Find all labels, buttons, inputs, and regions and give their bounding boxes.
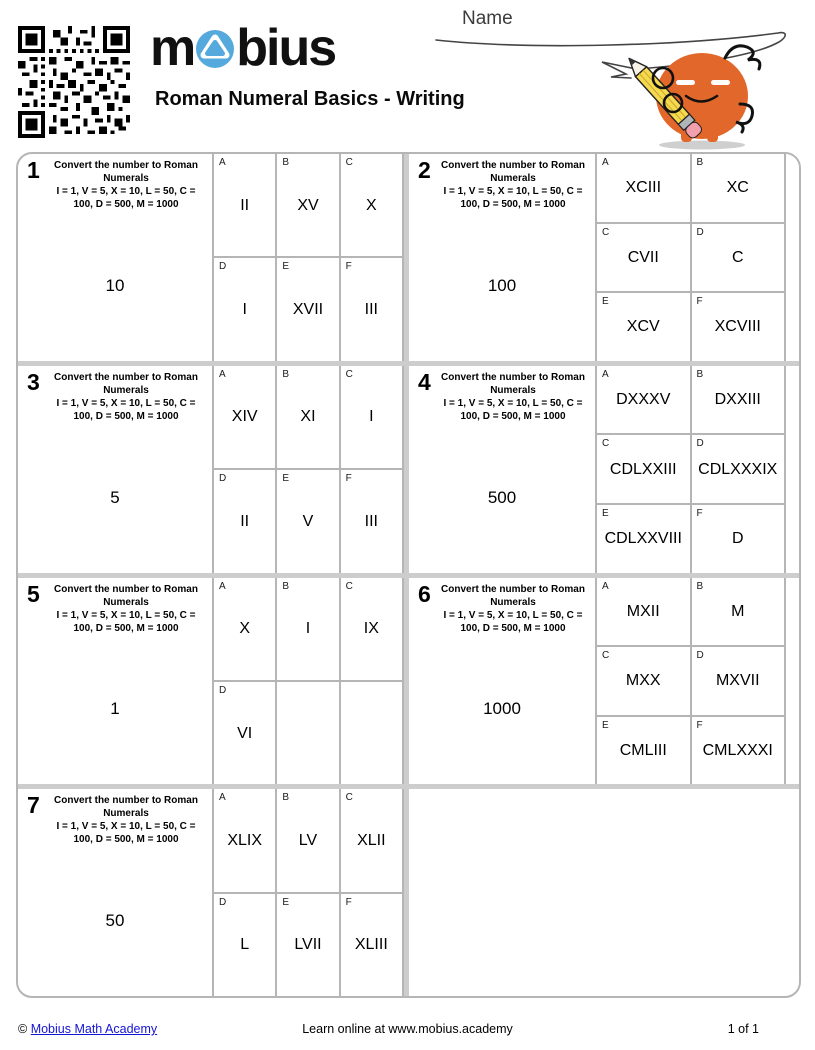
problem-1-choice-b[interactable] xyxy=(277,154,338,256)
choice-text: XCVIII xyxy=(714,318,761,336)
problem-value: 10 xyxy=(105,275,125,295)
problem-5-choice-d[interactable] xyxy=(214,682,275,784)
choice-label: B xyxy=(696,157,704,168)
choice-label: B xyxy=(696,580,704,592)
choice-label: C xyxy=(345,368,353,380)
problem-number: 4 xyxy=(418,368,431,395)
choice-text: I xyxy=(305,620,311,638)
logo-text-post: bius xyxy=(236,19,336,77)
logo-swirl-icon xyxy=(195,29,235,69)
choice-label: F xyxy=(345,261,352,273)
logo-text-pre: m xyxy=(150,19,195,77)
choice-label: C xyxy=(345,580,353,592)
problem-5 xyxy=(18,578,404,785)
problem-3-choice-a[interactable] xyxy=(214,366,275,468)
problem-7-choice-c[interactable] xyxy=(341,789,402,891)
choice-label: D xyxy=(219,684,227,696)
problem-2-question xyxy=(409,154,595,361)
problem-1 xyxy=(18,154,404,361)
problem-prompt: Convert the number to Roman Numerals xyxy=(441,160,585,184)
mobius-logo xyxy=(150,18,335,78)
choice-text: DXXIII xyxy=(714,391,761,409)
problem-2-choice-e[interactable] xyxy=(597,293,690,361)
choice-text: V xyxy=(302,512,314,530)
footer-tagline: Learn online at www.mobius.academy xyxy=(302,1022,513,1036)
problem-7-choice-a[interactable] xyxy=(214,789,275,891)
problem-3-choice-f[interactable] xyxy=(341,470,402,572)
problem-5-empty-cell xyxy=(341,682,402,784)
choice-label: C xyxy=(602,226,610,238)
choice-label: B xyxy=(282,368,289,380)
choice-label: C xyxy=(345,792,353,804)
problem-number: 1 xyxy=(27,157,40,183)
choice-text: III xyxy=(364,512,378,530)
problem-4-choice-d[interactable] xyxy=(692,435,785,503)
problem-prompt: Convert the number to Roman Numerals xyxy=(54,160,198,184)
problem-number: 7 xyxy=(27,792,40,819)
choice-text: MXII xyxy=(626,602,660,620)
problem-2-choice-b[interactable] xyxy=(692,154,785,222)
choice-text: MXVII xyxy=(715,672,760,690)
problem-4-choice-f[interactable] xyxy=(692,505,785,573)
choice-label: D xyxy=(219,896,227,908)
right-margin-spacer xyxy=(786,154,799,361)
choice-label: A xyxy=(602,157,609,168)
problem-6 xyxy=(409,578,799,785)
problem-7-choices xyxy=(212,789,404,996)
problems-grid xyxy=(16,152,801,998)
choice-label: F xyxy=(345,473,352,485)
choice-text: XVII xyxy=(292,301,324,319)
problem-1-choice-e[interactable] xyxy=(277,258,338,360)
problem-prompt: Convert the number to Roman Numerals xyxy=(54,795,198,820)
problem-5-question xyxy=(18,578,212,785)
problem-value: 5 xyxy=(110,487,120,507)
choice-text: VI xyxy=(237,724,253,742)
problem-instructions xyxy=(409,159,595,211)
problem-2-choice-a[interactable] xyxy=(597,154,690,222)
problem-7-choice-d[interactable] xyxy=(214,894,275,996)
choice-label: B xyxy=(282,792,289,804)
problem-1-choice-d[interactable] xyxy=(214,258,275,360)
choice-text: MXX xyxy=(625,672,661,690)
choice-label: F xyxy=(696,719,703,731)
choice-label: A xyxy=(602,580,609,592)
choice-text: M xyxy=(731,602,745,620)
choice-text: LV xyxy=(298,831,318,849)
problem-value: 1000 xyxy=(483,699,521,719)
choice-label: F xyxy=(696,296,703,308)
problem-1-choices xyxy=(212,154,404,361)
problem-value: 500 xyxy=(487,487,517,507)
problem-7-choice-f[interactable] xyxy=(341,894,402,996)
page-title: Roman Numeral Basics - Writing xyxy=(155,88,465,110)
empty-grid-cell xyxy=(409,789,799,996)
choice-text: XIV xyxy=(231,408,258,426)
mascot-and-name-line xyxy=(430,6,808,152)
problem-4-choices xyxy=(595,366,786,573)
problem-instructions xyxy=(18,159,212,211)
choice-text: X xyxy=(365,196,377,214)
choice-label: D xyxy=(696,438,704,450)
choice-text: CVII xyxy=(627,248,659,266)
problem-hint: I = 1, V = 5, X = 10, L = 50, C = 100, D = 500, M = 1000 xyxy=(56,821,196,846)
choice-label: A xyxy=(219,157,226,168)
choice-label: F xyxy=(696,507,703,519)
choice-label: C xyxy=(345,157,353,168)
problem-4 xyxy=(409,366,799,573)
choice-text: X xyxy=(239,620,250,638)
problem-5-choices xyxy=(212,578,404,785)
problem-6-choice-d[interactable] xyxy=(692,647,785,715)
problem-2-choices xyxy=(595,154,786,361)
choice-text: III xyxy=(364,301,378,319)
choice-label: F xyxy=(345,896,352,908)
problem-3-choices xyxy=(212,366,404,573)
choice-text: CDLXXVIII xyxy=(604,530,682,548)
choice-text: II xyxy=(240,512,250,530)
problem-number: 3 xyxy=(27,368,40,395)
choice-text: LVII xyxy=(294,936,322,954)
problem-6-choice-c[interactable] xyxy=(597,647,690,715)
problem-hint: I = 1, V = 5, X = 10, L = 50, C = 100, D = 500, M = 1000 xyxy=(443,609,583,634)
problem-6-choice-f[interactable] xyxy=(692,717,785,785)
problem-instructions xyxy=(18,794,212,846)
choice-label: E xyxy=(282,896,289,908)
name-label: Name xyxy=(462,8,513,29)
problem-4-choice-b[interactable] xyxy=(692,366,785,434)
choice-text: XV xyxy=(297,196,319,214)
problem-1-choice-a[interactable] xyxy=(214,154,275,256)
choice-text: L xyxy=(240,936,250,954)
choice-label: E xyxy=(282,473,289,485)
choice-label: D xyxy=(219,261,227,273)
problem-instructions xyxy=(409,368,595,423)
problem-number: 6 xyxy=(418,580,431,607)
right-margin-spacer xyxy=(786,578,799,785)
choice-label: E xyxy=(282,261,289,273)
problem-instructions xyxy=(18,580,212,635)
problem-3-question xyxy=(18,366,212,573)
problem-prompt: Convert the number to Roman Numerals xyxy=(54,371,198,396)
problem-2-choice-c[interactable] xyxy=(597,224,690,292)
problem-hint: I = 1, V = 5, X = 10, L = 50, C = 100, D = 500, M = 1000 xyxy=(443,186,583,210)
problem-number: 2 xyxy=(418,157,431,183)
choice-label: C xyxy=(602,438,610,450)
problem-6-choice-a[interactable] xyxy=(597,578,690,646)
problem-2 xyxy=(409,154,799,361)
choice-label: B xyxy=(282,580,289,592)
choice-text: XCV xyxy=(626,318,660,336)
problem-instructions xyxy=(18,368,212,423)
choice-text: D xyxy=(731,530,744,548)
choice-label: D xyxy=(219,473,227,485)
choice-text: CDLXXXIX xyxy=(698,460,778,478)
problem-number: 5 xyxy=(27,580,40,607)
problem-1-choice-f[interactable] xyxy=(341,258,402,360)
choice-text: I xyxy=(369,408,374,426)
problem-hint: I = 1, V = 5, X = 10, L = 50, C = 100, D = 500, M = 1000 xyxy=(443,397,583,422)
choice-text: CDLXXIII xyxy=(609,460,677,478)
problem-prompt: Convert the number to Roman Numerals xyxy=(54,583,198,608)
problem-5-choice-a[interactable] xyxy=(214,578,275,680)
problem-value: 1 xyxy=(110,699,120,719)
problem-6-choice-b[interactable] xyxy=(692,578,785,646)
choice-label: E xyxy=(602,296,609,308)
problem-5-choice-b[interactable] xyxy=(277,578,338,680)
problem-4-choice-c[interactable] xyxy=(597,435,690,503)
problem-4-question xyxy=(409,366,595,573)
choice-label: A xyxy=(219,792,226,804)
choice-text: I xyxy=(242,301,247,319)
mobius-academy-link[interactable]: Mobius Math Academy xyxy=(30,1022,158,1036)
problem-7-question xyxy=(18,789,212,996)
copyright-symbol: © xyxy=(18,1022,31,1036)
problem-2-choice-d[interactable] xyxy=(692,224,785,292)
problem-5-empty-cell xyxy=(277,682,338,784)
choice-text: XC xyxy=(726,179,749,197)
problem-prompt: Convert the number to Roman Numerals xyxy=(441,371,585,396)
problem-hint: I = 1, V = 5, X = 10, L = 50, C = 100, D = 500, M = 1000 xyxy=(56,186,196,210)
problem-hint: I = 1, V = 5, X = 10, L = 50, C = 100, D = 500, M = 1000 xyxy=(56,609,196,634)
choice-label: D xyxy=(696,650,704,662)
page-indicator: 1 of 1 xyxy=(727,1022,759,1036)
problem-instructions xyxy=(409,580,595,635)
problem-3 xyxy=(18,366,404,573)
problem-value: 100 xyxy=(487,275,517,295)
choice-text: CMLIII xyxy=(619,741,667,759)
problem-2-choice-f[interactable] xyxy=(692,293,785,361)
problem-1-question xyxy=(18,154,212,361)
choice-label: B xyxy=(696,368,704,380)
problem-7 xyxy=(18,789,404,996)
right-margin-spacer xyxy=(786,366,799,573)
choice-label: E xyxy=(602,719,609,731)
choice-label: D xyxy=(696,226,704,238)
problem-7-choice-e[interactable] xyxy=(277,894,338,996)
choice-label: E xyxy=(602,507,609,519)
problem-3-choice-c[interactable] xyxy=(341,366,402,468)
choice-text: II xyxy=(240,196,250,214)
choice-text: XLII xyxy=(357,831,386,849)
problem-prompt: Convert the number to Roman Numerals xyxy=(441,583,585,608)
problem-3-choice-e[interactable] xyxy=(277,470,338,572)
choice-text: CMLXXXI xyxy=(702,741,773,759)
choice-text: XI xyxy=(300,408,316,426)
choice-label: A xyxy=(219,580,226,592)
problem-4-choice-a[interactable] xyxy=(597,366,690,434)
choice-text: XLIX xyxy=(227,831,262,849)
choice-text: XLIII xyxy=(354,936,388,954)
choice-label: C xyxy=(602,650,610,662)
choice-text: XCIII xyxy=(625,179,662,197)
problem-1-choice-c[interactable] xyxy=(341,154,402,256)
choice-label: A xyxy=(219,368,226,380)
problem-hint: I = 1, V = 5, X = 10, L = 50, C = 100, D = 500, M = 1000 xyxy=(56,397,196,422)
choice-label: B xyxy=(282,157,289,168)
choice-text: IX xyxy=(363,620,379,638)
problem-5-choice-c[interactable] xyxy=(341,578,402,680)
choice-label: A xyxy=(602,368,609,380)
problem-4-choice-e[interactable] xyxy=(597,505,690,573)
qr-code xyxy=(18,26,130,138)
problem-3-choice-d[interactable] xyxy=(214,470,275,572)
problem-6-choices xyxy=(595,578,786,785)
problem-3-choice-b[interactable] xyxy=(277,366,338,468)
problem-6-question xyxy=(409,578,595,785)
choice-text: C xyxy=(731,248,744,266)
problem-6-choice-e[interactable] xyxy=(597,717,690,785)
problem-value: 50 xyxy=(105,911,125,931)
choice-text: DXXXV xyxy=(616,391,671,409)
problem-7-choice-b[interactable] xyxy=(277,789,338,891)
